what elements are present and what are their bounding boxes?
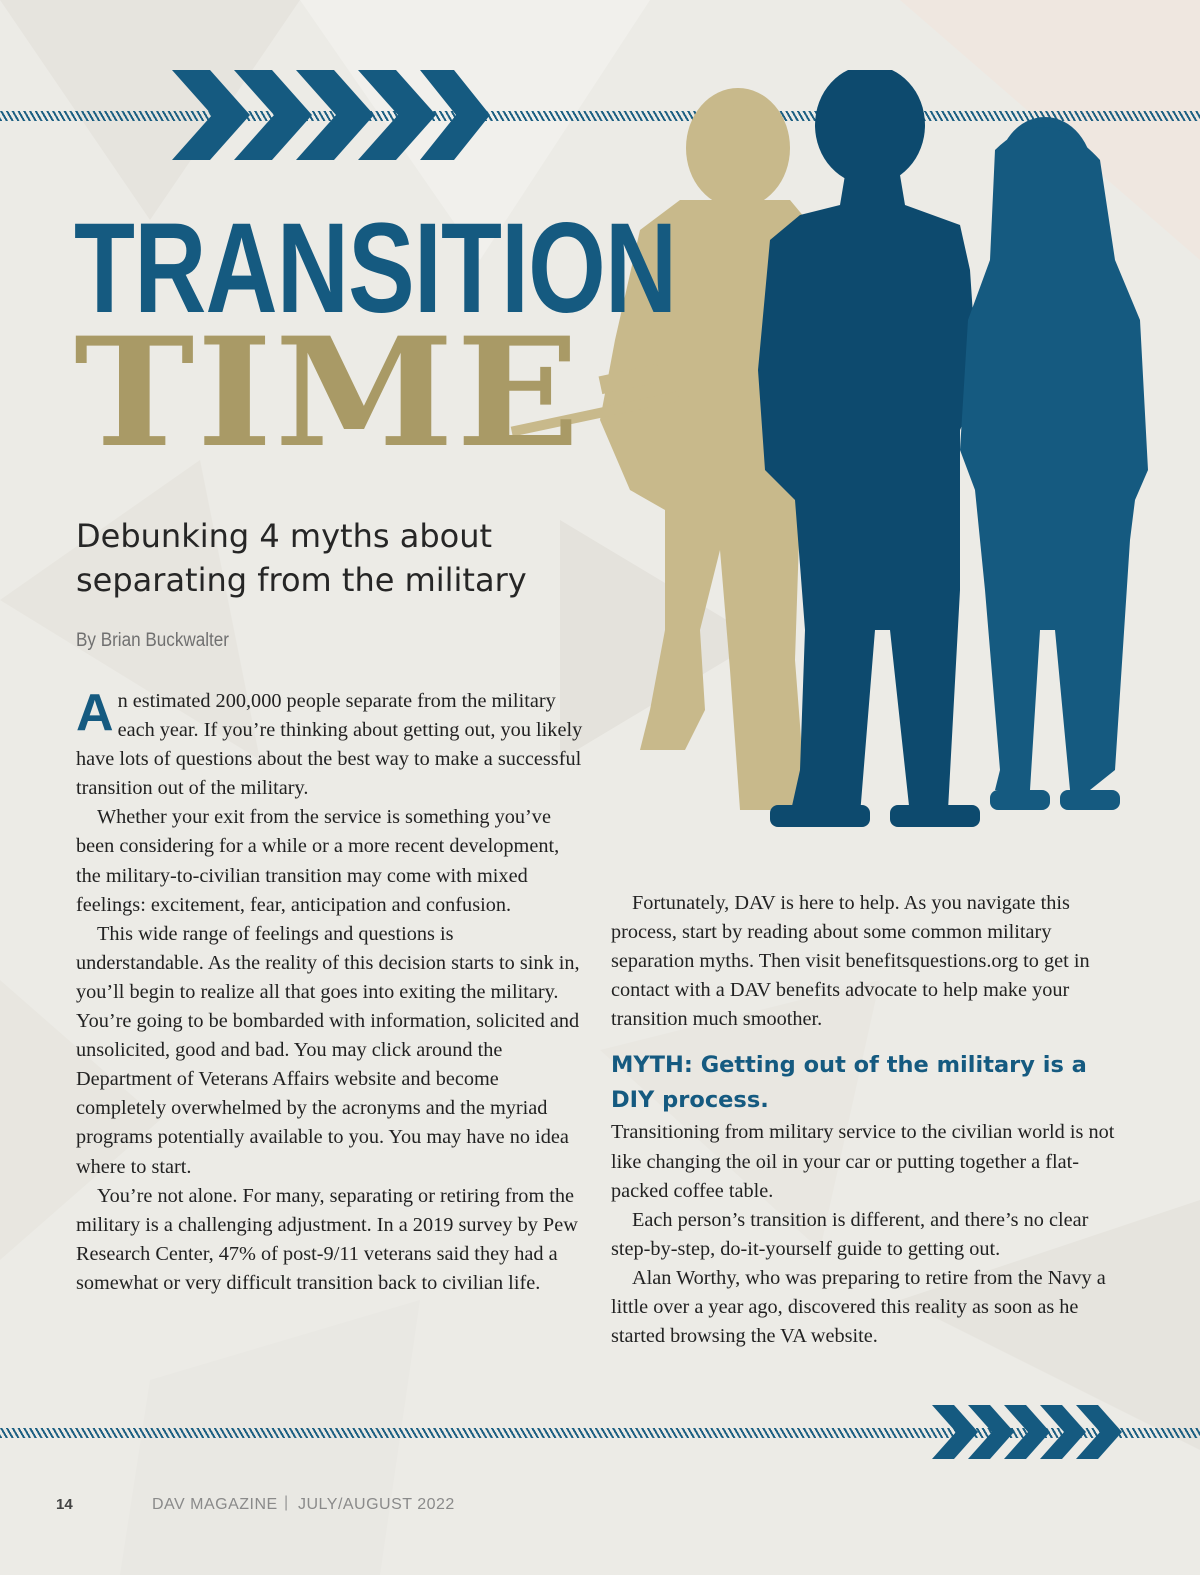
article-intro-paragraph: Fortunately, DAV is here to help. As you navigate this process, start by reading about some common military separation myths. Then visit benefitsquestions.org to get in contact with a DAV benefits advocate to help make your transition much smoother. <box>611 892 1090 1031</box>
myth-paragraph-3: Alan Worthy, who was preparing to retire from the Navy a little over a year ago, discovered this reality as soon as he started browsing the VA website. <box>611 1266 1106 1348</box>
bottom-chevron-arrows-icon <box>932 1405 1124 1459</box>
woman-silhouette <box>960 117 1148 810</box>
myth-paragraph-1: Transitioning from military service to the civilian world is not like changing the oil in your car or putting together a flat-packed coffee table. <box>611 1121 1115 1202</box>
byline: By Brian Buckwalter <box>76 630 230 651</box>
soldier-and-civilians-silhouettes-icon <box>490 70 1180 860</box>
footer-separator: | <box>284 1494 289 1511</box>
subtitle: Debunking 4 myths about separating from the military <box>76 517 527 599</box>
article-paragraph-1 <box>76 684 586 803</box>
myth-paragraph-2: Each person’s transition is different, and there’s no clear step-by-step, do-it-yourself guide to getting out. <box>611 1208 1089 1260</box>
magazine-name: DAV MAGAZINE <box>152 1496 278 1513</box>
article-left-column <box>76 684 586 1298</box>
article-paragraph-4: You’re not alone. For many, separating or retiring from the military is a challenging adjustment. In a 2019 survey by Pew Research Center, 47% of post-9/11 veterans said they had a somewhat or very difficult transition back to civilian life. <box>76 1184 578 1294</box>
title-line-2: TIME <box>74 305 582 481</box>
article-paragraph-2: Whether your exit from the service is something you’ve been considering for a while or a more recent development, the military-to-civilian transition may come with mixed feelings: excitement, fear, anticipation and confusion. <box>76 806 560 916</box>
page-footer <box>0 1494 1200 1518</box>
page-number: 14 <box>56 1496 73 1513</box>
article-right-column <box>611 889 1126 1351</box>
issue-date: JULY/AUGUST 2022 <box>298 1496 455 1513</box>
myth-heading: MYTH: Getting out of the military is a DIY process. <box>611 1052 1087 1114</box>
paragraph-1-text: n estimated 200,000 people separate from the military each year. If you’re thinking about getting out, you likely have lots of questions about the best way to make a successful transition out of the military. <box>76 690 583 800</box>
drop-cap: A <box>76 684 114 742</box>
article-paragraph-3: This wide range of feelings and questions is understandable. As the reality of this decision starts to sink in, you’ll begin to realize all that goes into exiting the military. You’re going to be bombarded with information, solicited and unsolicited, good and bad. You may click around the Department of Veterans Affairs website and become completely overwhelmed by the acronyms and the myriad programs potentially available to you. You may have no idea where to start. <box>76 922 580 1178</box>
top-chevron-arrows-icon <box>172 70 492 160</box>
title-line-1: TRANSITION <box>74 197 677 340</box>
